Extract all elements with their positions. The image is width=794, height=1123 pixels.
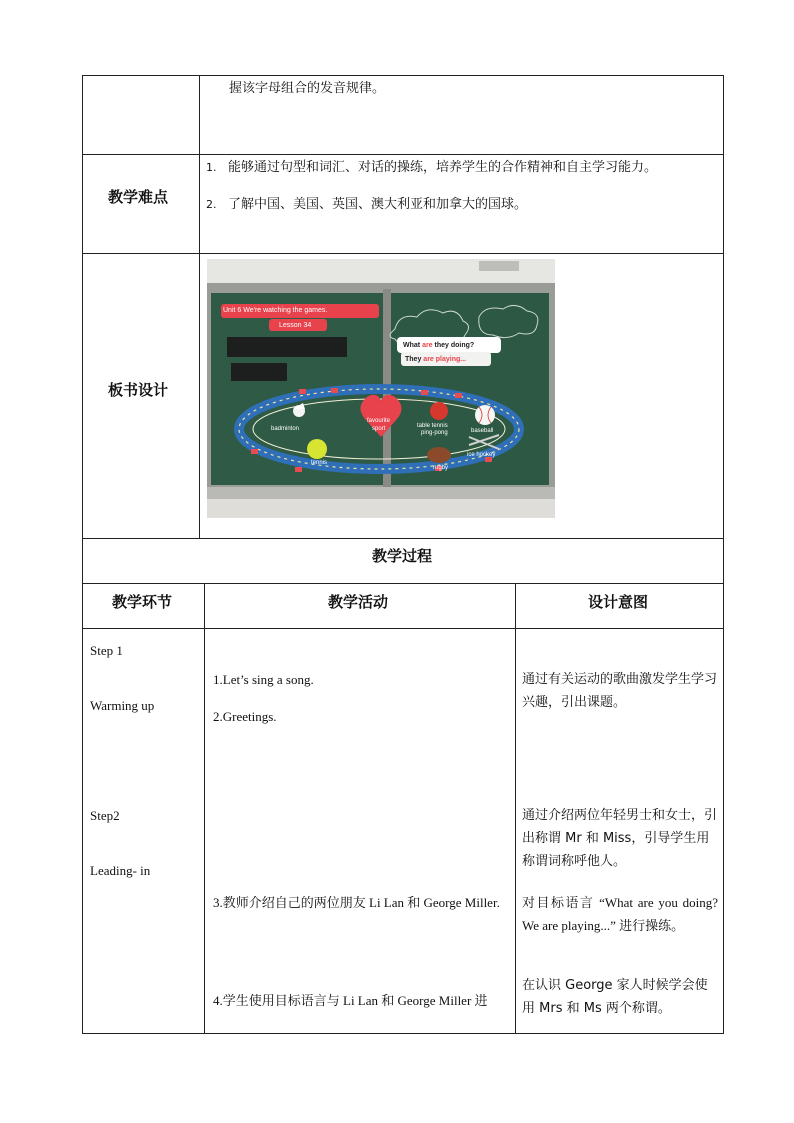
header-stage: 教学环节 bbox=[112, 593, 173, 611]
intent-3: 对目标语言 “What are you doing? We are playing...” 进行操练。 bbox=[522, 895, 718, 933]
blackboard-illustration bbox=[207, 259, 555, 518]
activity-1: 1.Let’s sing a song. bbox=[213, 672, 314, 687]
board-question: What are they doing? bbox=[403, 342, 475, 349]
step2-number: Step2 bbox=[90, 808, 120, 823]
activity-2: 2.Greetings. bbox=[213, 709, 277, 724]
step1-name: Warming up bbox=[90, 698, 155, 713]
step1-number: Step 1 bbox=[90, 643, 123, 658]
activity-4: 4.学生使用目标语言与 Li Lan 和 George Miller 进 bbox=[213, 993, 488, 1008]
intent-2: 通过介绍两位年轻男士和女士，引出称谓 Mr 和 Miss，引导学生用称谓词称呼他人。 bbox=[522, 808, 718, 869]
step2-name: Leading- in bbox=[90, 863, 151, 878]
continued-text: 握该字母组合的发音规律。 bbox=[229, 81, 386, 96]
difficulty-item: 了解中国、美国、英国、澳大利亚和加拿大的国球。 bbox=[228, 197, 528, 212]
header-intent: 设计意图 bbox=[588, 593, 649, 611]
board-design-label: 板书设计 bbox=[108, 381, 169, 399]
heart-label-line2: sport bbox=[372, 426, 386, 432]
sport-label: table tennis bbox=[417, 423, 448, 429]
board-answer: They are playing... bbox=[405, 356, 467, 363]
blackboard-photo bbox=[207, 259, 555, 518]
sport-label: rugby bbox=[433, 465, 449, 471]
sport-label: ping-pong bbox=[421, 430, 448, 436]
header-activity: 教学活动 bbox=[328, 593, 389, 611]
difficulties-label: 教学难点 bbox=[108, 188, 169, 206]
intent-1: 通过有关运动的歌曲激发学生学习兴趣，引出课题。 bbox=[522, 672, 718, 710]
difficulty-number: 1. bbox=[206, 161, 217, 174]
heart-label-line1: favourite bbox=[367, 418, 391, 424]
intent-4: 在认识 George 家人时候学会使用 Mrs 和 Ms 两个称谓。 bbox=[522, 978, 708, 1016]
sport-label: tennis bbox=[311, 460, 328, 466]
board-title-line1: Unit 6 We're watching the games. bbox=[223, 307, 328, 314]
activity-3: 3.教师介绍自己的两位朋友 Li Lan 和 George Miller. bbox=[213, 895, 500, 910]
sport-label: badminton bbox=[271, 426, 300, 432]
sport-label: ice hockey bbox=[467, 452, 496, 458]
sport-label: baseball bbox=[471, 428, 494, 434]
difficulty-number: 2. bbox=[206, 198, 217, 211]
difficulty-item: 能够通过句型和词汇、对话的操练，培养学生的合作精神和自主学习能力。 bbox=[228, 160, 658, 175]
board-title-line2: Lesson 34 bbox=[279, 322, 312, 329]
process-title: 教学过程 bbox=[372, 547, 433, 565]
